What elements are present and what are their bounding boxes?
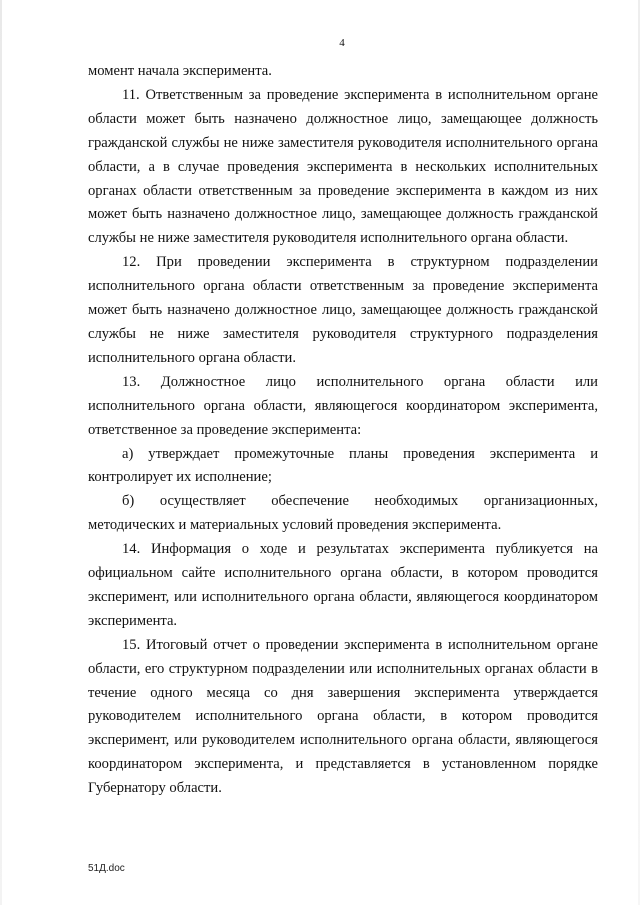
paragraph-continuation: момент начала эксперимента.	[88, 63, 272, 79]
paragraph-11: 11. Ответственным за проведение эксперимента в исполнительном органе области может быть назначено должностное лицо, замещающее должность гражданской службы не ниже заместителя руководителя исполнительного органа области, а в случае проведения эксперимента в нескольких исполнительных органах области ответственным за проведение эксперимента в каждом из них может быть назначено должностное лицо, замещающее должность гражданской службы не ниже заместителя руководителя исполнительного органа области.	[88, 86, 598, 247]
paragraph-13-a: а) утверждает промежуточные планы проведения эксперимента и контролирует их исполнение;	[88, 445, 598, 486]
paragraph-15: 15. Итоговый отчет о проведении эксперимента в исполнительном органе области, его структурном подразделении или исполнительных органах области в течение одного месяца со дня завершения эксперимента утверждается руководителем исполнительного органа области, в котором проводится эксперимент, или руководителем исполнительного органа области, являющегося координатором эксперимента, и представляется в установленном порядке Губернатору области.	[88, 636, 598, 797]
page-number: 4	[339, 37, 345, 49]
scan-edge-left	[0, 0, 2, 905]
document-body	[88, 60, 598, 801]
paragraph-13-b: б) осуществляет обеспечение необходимых организационных, методических и материальных условий проведения эксперимента.	[88, 493, 598, 534]
paragraph-13: 13. Должностное лицо исполнительного органа области или исполнительного органа области, являющегося координатором эксперимента, ответственное за проведение эксперимента:	[88, 373, 598, 438]
footer-filename: 51Д.doc	[88, 863, 125, 874]
paragraph-12: 12. При проведении эксперимента в структурном подразделении исполнительного органа области ответственным за проведение эксперимента может быть назначено должностное лицо, замещающее должность гражданской службы не ниже заместителя руководителя структурного подразделения исполнительного органа области.	[88, 254, 598, 366]
paragraph-14: 14. Информация о ходе и результатах эксперимента публикуется на официальном сайте исполнительного органа области, в котором проводится эксперимент, или исполнительного органа области, являющегося координатором эксперимента.	[88, 541, 598, 629]
